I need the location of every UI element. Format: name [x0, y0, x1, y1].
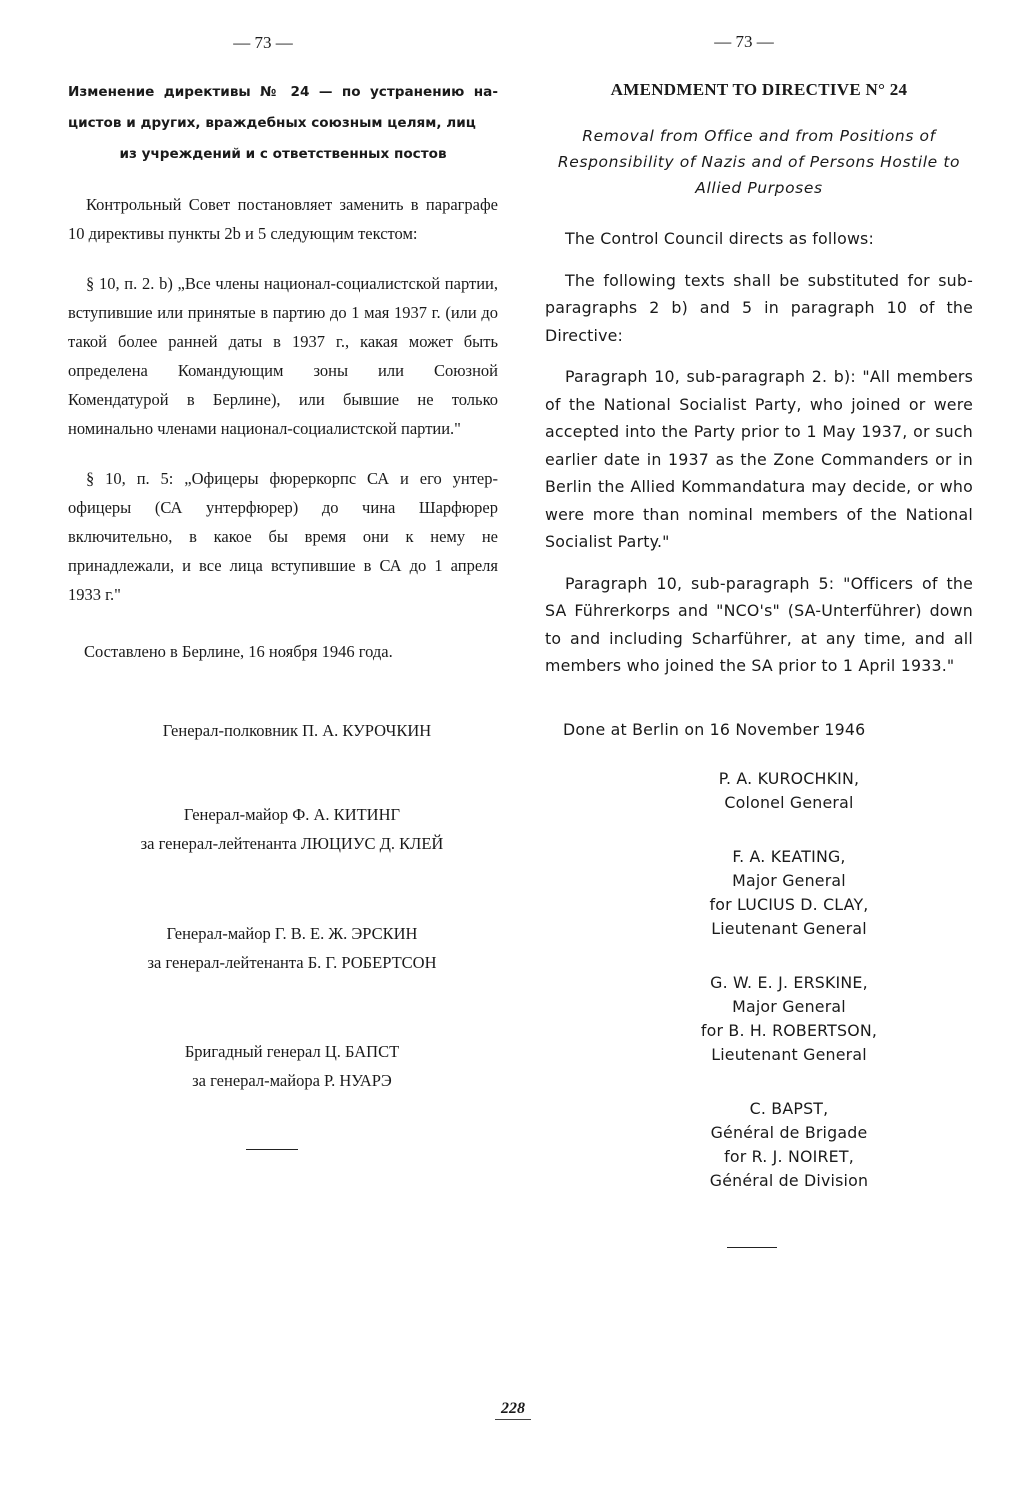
english-column	[545, 28, 973, 1248]
en-intro: The following texts shall be substituted for sub-paragraphs 2 b) and 5 in paragraph 10 of the Directive:	[545, 270, 973, 345]
en-signature-keating	[545, 845, 973, 941]
en-signature-line: Major General	[732, 871, 846, 890]
ru-paragraph-5: § 10, п. 5: „Офицеры фюрeркорпс СА и его унтер-офицеры (СА унтерфюрер) до чина Шарфюрер включительно, в какое бы время они к нему не принадлежали, и все лица вступившие в СА до 1 апреля 1933 г."	[68, 469, 498, 604]
en-subtitle: Removal from Office and from Positions of Responsibility of Nazis and of Persons Hostile to Allied Purposes	[557, 127, 961, 197]
ru-signature-kurochkin: Генерал-полковник П. А. КУРОЧКИН	[162, 721, 432, 740]
en-paragraph-2b: Paragraph 10, sub-paragraph 2. b): "All members of the National Socialist Party, who joined or were accepted into the Party prior to 1 May 1937, or such earlier date in 1937 as the Zone Commanders or in Berlin the Allied Kommandatura may decide, or who were more than nominal members of the National Socialist Party."	[545, 367, 973, 551]
en-paragraph-5: Paragraph 10, sub-paragraph 5: "Officers of the SA Führerkorps and "NCO's" (SA-Unterführer) down to and including Scharführer, at any time, and all members who joined the SA prior to 1 April 1933."	[545, 573, 973, 675]
en-signature-line: Colonel General	[724, 793, 854, 812]
ru-signature-line: Бригадный генерал Ц. БАПСТ	[184, 1042, 400, 1061]
ru-signature-line: за генерал-майора Р. НУАРЭ	[192, 1071, 392, 1090]
en-signature-erskine	[545, 971, 973, 1067]
en-signature-line: C. BAPST,	[749, 1099, 829, 1118]
en-signature-line: Major General	[732, 997, 846, 1016]
footer-page-number-text: 228	[501, 1400, 525, 1417]
footer-underline	[495, 1419, 531, 1420]
ru-done-at: Составлено в Берлине, 16 ноября 1946 года.	[84, 642, 393, 661]
en-title: AMENDMENT TO DIRECTIVE N° 24	[610, 79, 908, 99]
en-signature-line: Lieutenant General	[711, 919, 867, 938]
ru-title-line-2: цистов и других, враждебных союзным целям, лиц	[68, 115, 476, 131]
russian-column	[68, 28, 498, 1150]
ru-signature-line: Генерал-майор Ф. А. КИТИНГ	[183, 805, 401, 824]
en-signature-line: Lieutenant General	[711, 1045, 867, 1064]
ru-signature-line: за генерал-лейтенанта ЛЮЦИУС Д. КЛЕЙ	[140, 834, 444, 853]
ru-signature-line: за генерал-лейтенанта Б. Г. РОБЕРТСОН	[147, 953, 437, 972]
ru-page-number: — 73 —	[233, 33, 293, 52]
ru-signature-keating	[68, 800, 498, 858]
en-signature-line: F. A. KEATING,	[732, 847, 846, 866]
en-signature-line: for B. H. ROBERTSON,	[700, 1021, 878, 1040]
ru-title-line-1: Изменение директивы № 24 — по устранению на-	[68, 84, 498, 100]
en-signature-line: P. A. KUROCHKIN,	[718, 769, 860, 788]
en-signature-bapst	[545, 1097, 973, 1193]
ru-title	[68, 77, 498, 170]
ru-signature-line: Генерал-майор Г. В. Е. Ж. ЭРСКИН	[166, 924, 418, 943]
en-signature-line: Général de Brigade	[710, 1123, 868, 1142]
en-signature-line: G. W. E. J. ERSKINE,	[710, 973, 868, 992]
en-signature-line: for R. J. NOIRET,	[724, 1147, 854, 1166]
ru-signature-bapst	[68, 1037, 498, 1095]
en-done-at: Done at Berlin on 16 November 1946	[563, 719, 866, 739]
en-page-number: — 73 —	[714, 32, 774, 51]
en-directs: The Control Council directs as follows:	[565, 229, 875, 248]
ru-intro: Контрольный Совет постановляет заменить в параграфе 10 директивы пункты 2b и 5 следующим текстом:	[68, 195, 498, 243]
footer-page-number	[493, 1400, 533, 1420]
en-end-rule	[727, 1247, 777, 1248]
en-signature-line: for LUCIUS D. CLAY,	[709, 895, 869, 914]
ru-title-line-3: из учреждений и с ответственных постов	[119, 146, 447, 162]
ru-paragraph-2b: § 10, п. 2. b) „Все члены национал-социалистской партии, вступившие или принятые в партию до 1 мая 1937 г. (или до такой более ранней даты в 1937 г., какая может быть определена Командующим зоны или Союзной Комендатурой в Берлине), или бывшие не только номинально членами национал-социалистской партии."	[68, 274, 498, 438]
en-signature-kurochkin	[545, 767, 973, 815]
en-signature-line: Général de Division	[709, 1171, 869, 1190]
ru-signature-erskine	[68, 919, 498, 977]
ru-end-rule	[246, 1149, 298, 1150]
